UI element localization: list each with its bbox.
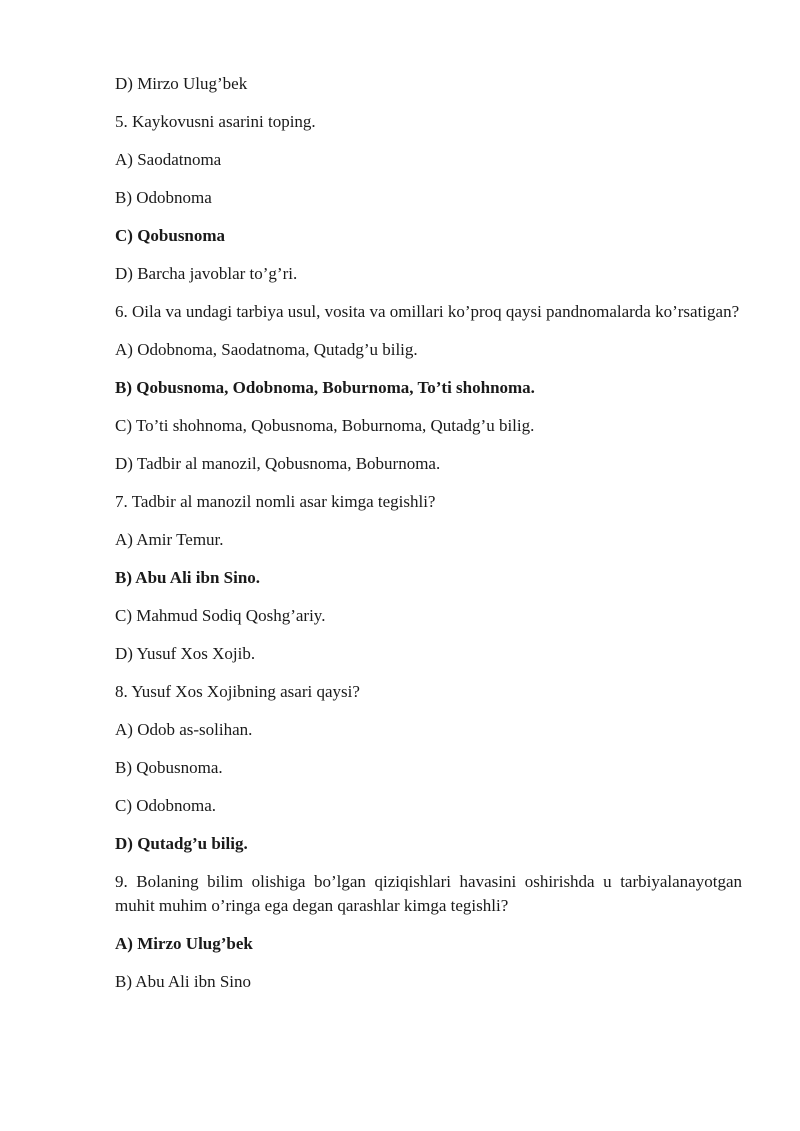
correct-answer-option-c: C) Qobusnoma [115,226,226,245]
answer-option-a: A) Odob as-solihan. [115,720,253,739]
document-page [115,72,742,1008]
answer-option-b: B) Qobusnoma. [115,758,223,777]
correct-answer-option-b: B) Qobusnoma, Odobnoma, Boburnoma, To’ti shohnoma. [115,378,535,397]
answer-option-c: C) To’ti shohnoma, Qobusnoma, Boburnoma, Qutadg’u bilig. [115,416,535,435]
answer-option-c: C) Mahmud Sodiq Qoshg’ariy. [115,606,326,625]
answer-option-d: D) Yusuf Xos Xojib. [115,644,256,663]
answer-option-b: B) Abu Ali ibn Sino [115,972,252,991]
answer-option-a: A) Amir Temur. [115,530,224,549]
answer-option-c: C) Odobnoma. [115,796,217,815]
question-7: 7. Tadbir al manozil nomli asar kimga tegishli? [115,492,436,511]
answer-option-a: A) Odobnoma, Saodatnoma, Qutadg’u bilig. [115,340,418,359]
correct-answer-option-d: D) Qutadg’u bilig. [115,834,248,853]
question-8: 8. Yusuf Xos Xojibning asari qaysi? [115,682,360,701]
correct-answer-option-a: A) Mirzo Ulug’bek [115,934,253,953]
question-6: 6. Oila va undagi tarbiya usul, vosita va omillari ko’proq qaysi pandnomalarda ko’rsatigan? [115,302,740,321]
answer-option-b: B) Odobnoma [115,188,212,207]
answer-option-d: D) Tadbir al manozil, Qobusnoma, Boburnoma. [115,454,441,473]
correct-answer-option-b: B) Abu Ali ibn Sino. [115,568,261,587]
question-9: 9. Bolaning bilim olishiga bo’lgan qiziqishlari havasini oshirishda u tarbiyalanayotgan muhit muhim o’ringa ega degan qarashlar kimga tegishli? [115,872,742,915]
answer-option-d: D) Barcha javoblar to’g’ri. [115,264,298,283]
answer-option-d: D) Mirzo Ulug’bek [115,74,248,93]
question-5: 5. Kaykovusni asarini toping. [115,112,316,131]
answer-option-a: A) Saodatnoma [115,150,222,169]
